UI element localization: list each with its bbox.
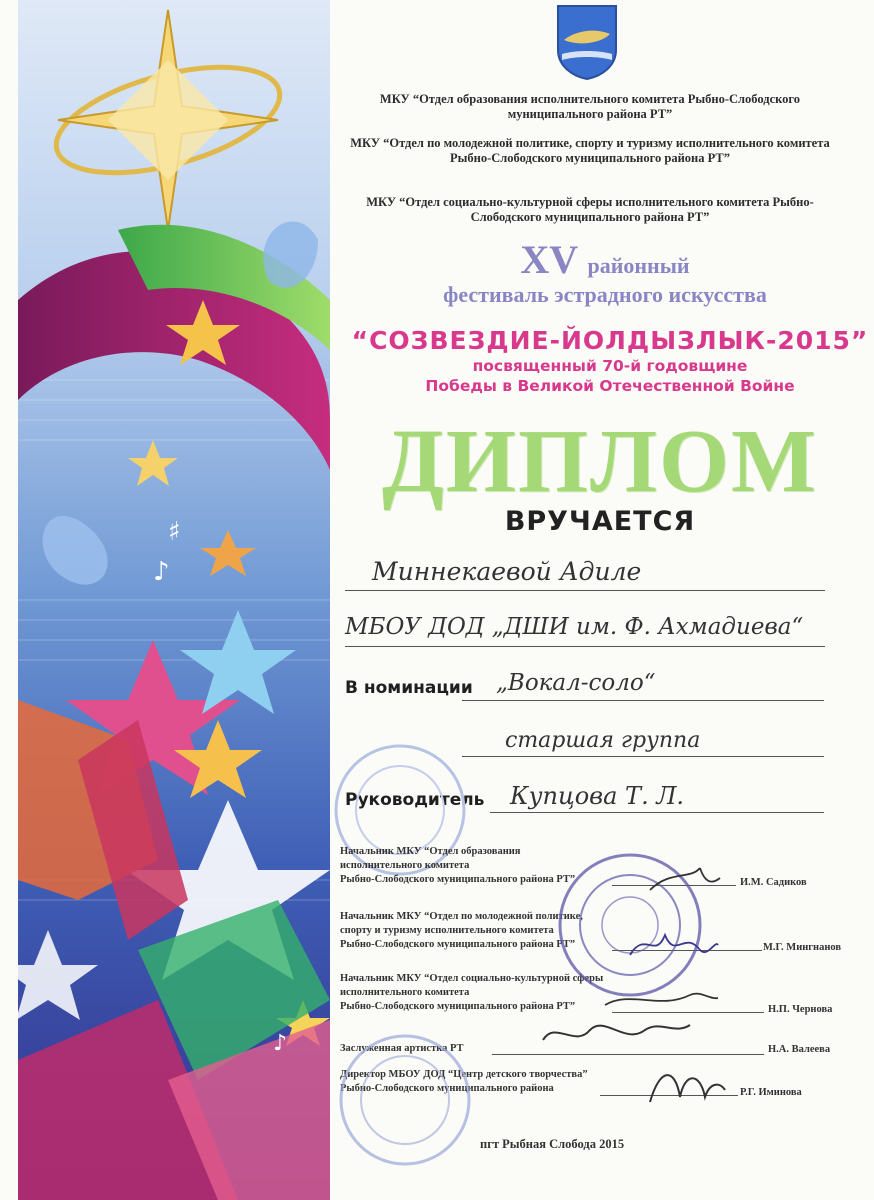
festival-roman-number: XV <box>520 237 578 282</box>
svg-text:♪: ♪ <box>273 1031 288 1056</box>
recipient-line <box>345 590 825 591</box>
nomination-label: В номинации <box>345 678 473 698</box>
signatory-name-5: Р.Г. Иминова <box>740 1087 802 1098</box>
festival-district: районный <box>587 253 690 278</box>
signatory-name-2: М.Г. Мингнанов <box>763 942 842 953</box>
signature-title-4-text: Заслуженная артистка РТ <box>340 1043 464 1054</box>
diploma-title: ДИПЛОМ <box>382 412 818 511</box>
festival-name: фестиваль эстрадного искусства <box>443 282 767 307</box>
leader-name: Купцова Т. Л. <box>510 782 684 810</box>
place-and-year: пгт Рыбная Слобода 2015 <box>480 1137 625 1151</box>
organizer-education-dept: МКУ “Отдел образования исполнительного комитета Рыбно-Слободского муниципального района РТ” <box>379 92 801 121</box>
creativity-center-stamp <box>335 1030 475 1170</box>
signatory-name-3: Н.П. Чернова <box>768 1004 833 1015</box>
dedication-line-2: Победы в Великой Отечественной Войне <box>425 377 795 395</box>
nomination-line <box>462 700 824 701</box>
school-name: МБОУ ДОД „ДШИ им. Ф. Ахмадиева“ <box>345 614 804 640</box>
school-line <box>345 646 825 647</box>
leader-label: Руководитель <box>345 790 485 810</box>
signature-title-3-text: Начальник МКУ “Отдел социально-культурной сферы исполнительного комитета Рыбно-Слободского муниципального района РТ” <box>340 973 604 1012</box>
festival-number <box>340 237 870 286</box>
nomination-value: „Вокал-соло“ <box>496 670 656 696</box>
leader-line <box>490 812 824 813</box>
signatory-name-1: И.М. Садиков <box>740 877 807 888</box>
signature-scribble-5 <box>640 1062 730 1112</box>
signature-title-2-text: Начальник МКУ “Отдел по молодежной политике, спорту и туризму исполнительного комитета Рыбно-Слободского муниципального района РТ” <box>340 911 583 950</box>
organizer-culture-dept: МКУ “Отдел социально-культурной сферы исполнительного комитета Рыбно-Слободского муниципального района РТ” <box>366 195 814 224</box>
group-line <box>462 756 824 757</box>
contest-dedication <box>340 356 874 396</box>
svg-text:♪: ♪ <box>153 557 170 587</box>
decorative-art-panel <box>18 0 330 1200</box>
stars-ribbons-illustration <box>18 0 330 1200</box>
svg-text:♯: ♯ <box>168 517 181 547</box>
signature-title-2 <box>340 910 583 952</box>
contest-title: “СОЗВЕЗДИЕ-ЙОЛДЫЗЛЫК-2015” <box>351 326 869 355</box>
signature-scribble-1 <box>640 860 730 900</box>
signature-title-1-text: Начальник МКУ “Отдел образования исполнительного комитета Рыбно-Слободского муниципального района РТ” <box>340 846 576 885</box>
signature-title-1 <box>340 845 575 887</box>
signature-scribble-2 <box>620 920 720 970</box>
organizer-youth-dept: МКУ “Отдел по молодежной политике, спорту и туризму исполнительного комитета Рыбно-Слободского муниципального района РТ” <box>350 136 830 165</box>
group-value: старшая группа <box>505 728 701 753</box>
signature-scribble-4 <box>535 1010 695 1055</box>
recipient-name: Миннекаевой Адиле <box>372 557 642 586</box>
coat-of-arms-emblem <box>556 4 618 80</box>
dedication-line-1: посвященный 70-й годовщине <box>472 357 748 375</box>
signature-title-5-text: Директор МБОУ ДОД “Центр детского творчества” Рыбно-Слободского муниципального района <box>340 1069 588 1094</box>
awarded-heading: ВРУЧАЕТСЯ <box>504 506 696 537</box>
signatory-name-4: Н.А. Валеева <box>768 1044 831 1055</box>
